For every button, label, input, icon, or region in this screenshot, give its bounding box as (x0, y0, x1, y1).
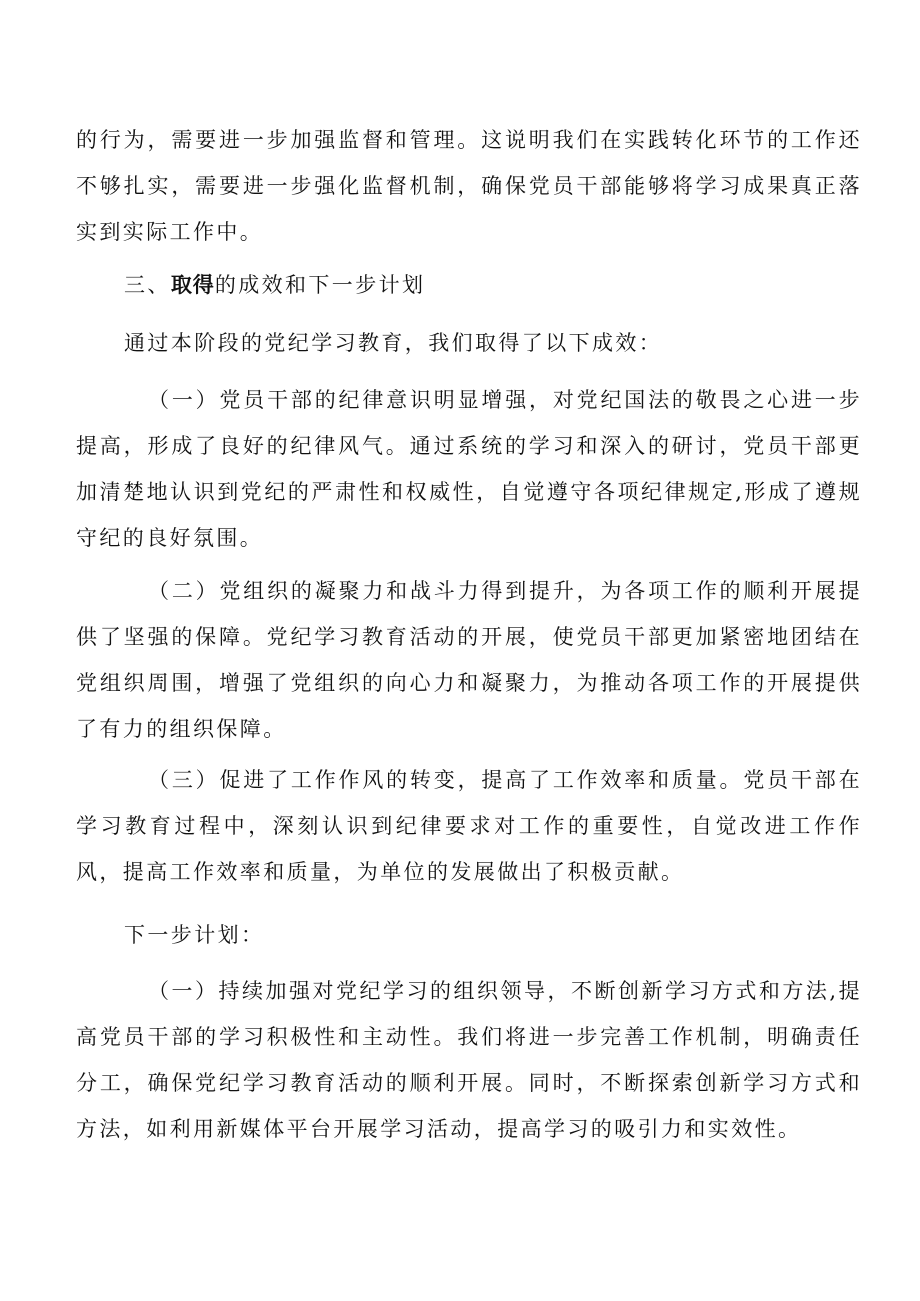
paragraph-continuation: 的行为，需要进一步加强监督和管理。这说明我们在实践转化环节的工作还不够扎实，需要进一步强化监督机制，确保党员干部能够将学习成果真正落实到实际工作中。 (76, 128, 862, 244)
achievement-item-1: （一）党员干部的纪律意识明显增强，对党纪国法的敬畏之心进一步提高，形成了良好的纪律风气。通过系统的学习和深入的研讨，党员干部更加清楚地认识到党纪的严肃性和权威性，自觉遵守各项纪律规定,形成了遵规守纪的良好氛围。 (76, 388, 862, 550)
section-heading-achievements-and-plan (124, 262, 425, 308)
next-plan-intro: 下一步计划： (124, 923, 265, 947)
achievement-item-3: （三）促进了工作作风的转变，提高了工作效率和质量。党员干部在学习教育过程中，深刻认识到纪律要求对工作的重要性，自觉改进工作作风，提高工作效率和质量，为单位的发展做出了积极贡献。 (76, 768, 862, 884)
heading-rest: 的成效和下一步计划 (214, 273, 426, 297)
plan-item-1: （一）持续加强对党纪学习的组织领导，不断创新学习方式和方法,提高党员干部的学习积极性和主动性。我们将进一步完善工作机制，明确责任分工，确保党纪学习教育活动的顺利开展。同时，不断探索创新学习方式和方法，如利用新媒体平台开展学习活动，提高学习的吸引力和实效性。 (76, 979, 862, 1141)
heading-bold-text: 取得 (170, 273, 215, 297)
heading-prefix: 三、 (124, 273, 171, 297)
achievement-item-2: （二）党组织的凝聚力和战斗力得到提升，为各项工作的顺利开展提供了坚强的保障。党纪学习教育活动的开展，使党员干部更加紧密地团结在党组织周围，增强了党组织的向心力和凝聚力，为推动各项工作的开展提供了有力的组织保障。 (76, 579, 862, 741)
achievements-intro: 通过本阶段的党纪学习教育，我们取得了以下成效： (124, 331, 663, 355)
